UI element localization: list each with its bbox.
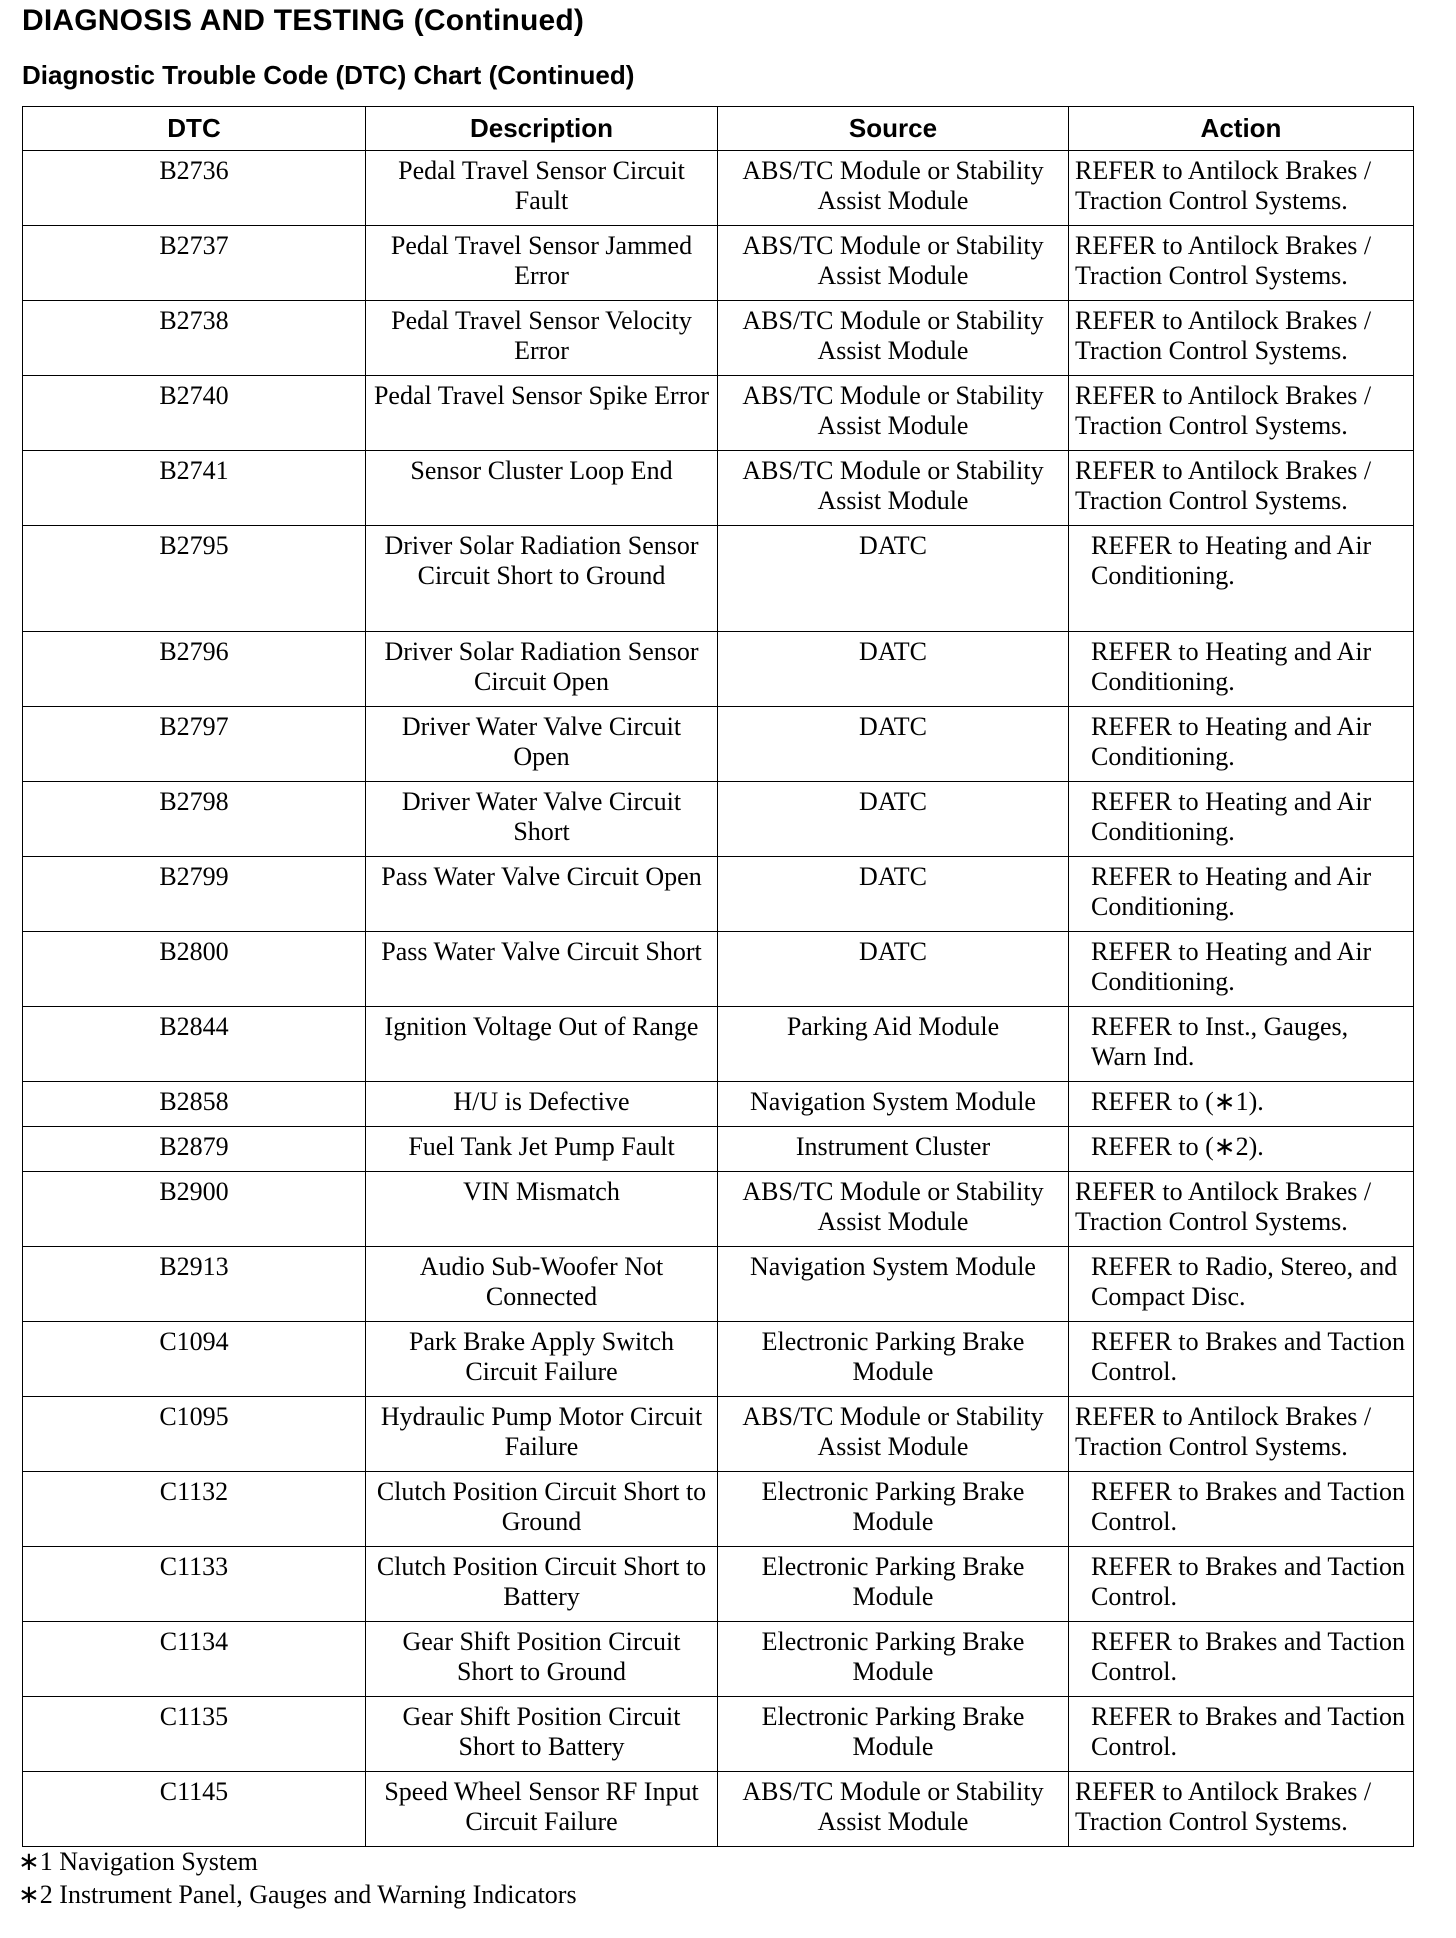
source-cell: ABS/TC Module or Stability Assist Module xyxy=(718,1772,1069,1847)
action-cell: REFER to Antilock Brakes / Traction Control Systems. xyxy=(1069,376,1414,451)
column-header-dtc: DTC xyxy=(23,107,366,151)
table-row xyxy=(23,451,1414,526)
action-cell: REFER to Heating and Air Conditioning. xyxy=(1069,632,1414,707)
action-cell: REFER to Antilock Brakes / Traction Control Systems. xyxy=(1069,151,1414,226)
dtc-code-cell: B2741 xyxy=(23,451,366,526)
action-cell: REFER to Antilock Brakes / Traction Control Systems. xyxy=(1069,301,1414,376)
action-cell: REFER to Heating and Air Conditioning. xyxy=(1069,782,1414,857)
description-cell: Driver Solar Radiation Sensor Circuit Short to Ground xyxy=(366,526,718,632)
dtc-code-cell: B2879 xyxy=(23,1127,366,1172)
action-cell: REFER to (∗2). xyxy=(1069,1127,1414,1172)
source-cell: Electronic Parking Brake Module xyxy=(718,1322,1069,1397)
table-row xyxy=(23,1772,1414,1847)
source-cell: Electronic Parking Brake Module xyxy=(718,1622,1069,1697)
dtc-code-cell: B2738 xyxy=(23,301,366,376)
source-cell: Electronic Parking Brake Module xyxy=(718,1472,1069,1547)
table-row xyxy=(23,1697,1414,1772)
table-row xyxy=(23,376,1414,451)
description-cell: Gear Shift Position Circuit Short to Ground xyxy=(366,1622,718,1697)
description-cell: Gear Shift Position Circuit Short to Battery xyxy=(366,1697,718,1772)
description-cell: Ignition Voltage Out of Range xyxy=(366,1007,718,1082)
table-row xyxy=(23,1397,1414,1472)
dtc-code-cell: B2740 xyxy=(23,376,366,451)
description-cell: Pedal Travel Sensor Velocity Error xyxy=(366,301,718,376)
description-cell: Pedal Travel Sensor Circuit Fault xyxy=(366,151,718,226)
dtc-code-cell: C1145 xyxy=(23,1772,366,1847)
table-row xyxy=(23,1547,1414,1622)
dtc-code-cell: B2796 xyxy=(23,632,366,707)
table-row xyxy=(23,782,1414,857)
source-cell: DATC xyxy=(718,857,1069,932)
description-cell: VIN Mismatch xyxy=(366,1172,718,1247)
description-cell: Clutch Position Circuit Short to Ground xyxy=(366,1472,718,1547)
dtc-code-cell: B2913 xyxy=(23,1247,366,1322)
dtc-code-cell: B2737 xyxy=(23,226,366,301)
table-row xyxy=(23,1007,1414,1082)
table-row xyxy=(23,151,1414,226)
table-row xyxy=(23,1172,1414,1247)
description-cell: Fuel Tank Jet Pump Fault xyxy=(366,1127,718,1172)
table-row xyxy=(23,1127,1414,1172)
source-cell: Parking Aid Module xyxy=(718,1007,1069,1082)
dtc-code-cell: B2797 xyxy=(23,707,366,782)
source-cell: Instrument Cluster xyxy=(718,1127,1069,1172)
action-cell: REFER to Heating and Air Conditioning. xyxy=(1069,707,1414,782)
source-cell: DATC xyxy=(718,526,1069,632)
description-cell: Driver Water Valve Circuit Short xyxy=(366,782,718,857)
dtc-code-cell: B2800 xyxy=(23,932,366,1007)
action-cell: REFER to Heating and Air Conditioning. xyxy=(1069,857,1414,932)
action-cell: REFER to Antilock Brakes / Traction Control Systems. xyxy=(1069,1172,1414,1247)
source-cell: ABS/TC Module or Stability Assist Module xyxy=(718,376,1069,451)
column-header-action: Action xyxy=(1069,107,1414,151)
action-cell: REFER to Antilock Brakes / Traction Control Systems. xyxy=(1069,1397,1414,1472)
table-row xyxy=(23,707,1414,782)
source-cell: DATC xyxy=(718,782,1069,857)
source-cell: ABS/TC Module or Stability Assist Module xyxy=(718,151,1069,226)
dtc-code-cell: B2798 xyxy=(23,782,366,857)
description-cell: Pedal Travel Sensor Jammed Error xyxy=(366,226,718,301)
dtc-chart-table xyxy=(22,106,1414,1847)
source-cell: Navigation System Module xyxy=(718,1247,1069,1322)
description-cell: Driver Solar Radiation Sensor Circuit Open xyxy=(366,632,718,707)
description-cell: Hydraulic Pump Motor Circuit Failure xyxy=(366,1397,718,1472)
column-header-source: Source xyxy=(718,107,1069,151)
table-row xyxy=(23,857,1414,932)
table-row xyxy=(23,1622,1414,1697)
dtc-code-cell: C1135 xyxy=(23,1697,366,1772)
description-cell: Clutch Position Circuit Short to Battery xyxy=(366,1547,718,1622)
table-row xyxy=(23,1247,1414,1322)
footnote-1: ∗1 Navigation System xyxy=(18,1847,258,1876)
dtc-code-cell: C1132 xyxy=(23,1472,366,1547)
table-row xyxy=(23,932,1414,1007)
description-cell: Pass Water Valve Circuit Short xyxy=(366,932,718,1007)
footnotes xyxy=(18,1845,577,1911)
dtc-code-cell: B2858 xyxy=(23,1082,366,1127)
description-cell: Audio Sub-Woofer Not Connected xyxy=(366,1247,718,1322)
description-cell: Pedal Travel Sensor Spike Error xyxy=(366,376,718,451)
description-cell: Pass Water Valve Circuit Open xyxy=(366,857,718,932)
dtc-code-cell: C1134 xyxy=(23,1622,366,1697)
dtc-code-cell: B2736 xyxy=(23,151,366,226)
source-cell: ABS/TC Module or Stability Assist Module xyxy=(718,451,1069,526)
description-cell: H/U is Defective xyxy=(366,1082,718,1127)
description-cell: Sensor Cluster Loop End xyxy=(366,451,718,526)
table-row xyxy=(23,226,1414,301)
source-cell: ABS/TC Module or Stability Assist Module xyxy=(718,301,1069,376)
action-cell: REFER to Inst., Gauges, Warn Ind. xyxy=(1069,1007,1414,1082)
source-cell: DATC xyxy=(718,932,1069,1007)
source-cell: ABS/TC Module or Stability Assist Module xyxy=(718,226,1069,301)
table-row xyxy=(23,301,1414,376)
description-cell: Speed Wheel Sensor RF Input Circuit Failure xyxy=(366,1772,718,1847)
table-row xyxy=(23,1322,1414,1397)
dtc-code-cell: C1133 xyxy=(23,1547,366,1622)
dtc-code-cell: B2900 xyxy=(23,1172,366,1247)
description-cell: Driver Water Valve Circuit Open xyxy=(366,707,718,782)
action-cell: REFER to Heating and Air Conditioning. xyxy=(1069,932,1414,1007)
dtc-code-cell: B2799 xyxy=(23,857,366,932)
source-cell: ABS/TC Module or Stability Assist Module xyxy=(718,1397,1069,1472)
table-row xyxy=(23,632,1414,707)
action-cell: REFER to Radio, Stereo, and Compact Disc. xyxy=(1069,1247,1414,1322)
source-cell: ABS/TC Module or Stability Assist Module xyxy=(718,1172,1069,1247)
action-cell: REFER to Brakes and Taction Control. xyxy=(1069,1472,1414,1547)
dtc-code-cell: C1094 xyxy=(23,1322,366,1397)
action-cell: REFER to (∗1). xyxy=(1069,1082,1414,1127)
footnote-2: ∗2 Instrument Panel, Gauges and Warning Indicators xyxy=(18,1880,577,1909)
table-row xyxy=(23,526,1414,632)
action-cell: REFER to Heating and Air Conditioning. xyxy=(1069,526,1414,632)
source-cell: Electronic Parking Brake Module xyxy=(718,1547,1069,1622)
source-cell: Electronic Parking Brake Module xyxy=(718,1697,1069,1772)
source-cell: DATC xyxy=(718,632,1069,707)
description-cell: Park Brake Apply Switch Circuit Failure xyxy=(366,1322,718,1397)
table-row xyxy=(23,1082,1414,1127)
table-row xyxy=(23,1472,1414,1547)
action-cell: REFER to Antilock Brakes / Traction Control Systems. xyxy=(1069,451,1414,526)
action-cell: REFER to Antilock Brakes / Traction Control Systems. xyxy=(1069,1772,1414,1847)
action-cell: REFER to Brakes and Taction Control. xyxy=(1069,1322,1414,1397)
dtc-code-cell: B2844 xyxy=(23,1007,366,1082)
page-heading: DIAGNOSIS AND TESTING (Continued) xyxy=(22,4,585,37)
column-header-description: Description xyxy=(366,107,718,151)
table-header-row xyxy=(23,107,1414,151)
dtc-code-cell: B2795 xyxy=(23,526,366,632)
source-cell: Navigation System Module xyxy=(718,1082,1069,1127)
dtc-code-cell: C1095 xyxy=(23,1397,366,1472)
action-cell: REFER to Brakes and Taction Control. xyxy=(1069,1547,1414,1622)
source-cell: DATC xyxy=(718,707,1069,782)
action-cell: REFER to Brakes and Taction Control. xyxy=(1069,1697,1414,1772)
action-cell: REFER to Antilock Brakes / Traction Control Systems. xyxy=(1069,226,1414,301)
action-cell: REFER to Brakes and Taction Control. xyxy=(1069,1622,1414,1697)
chart-subheading: Diagnostic Trouble Code (DTC) Chart (Continued) xyxy=(22,60,635,90)
